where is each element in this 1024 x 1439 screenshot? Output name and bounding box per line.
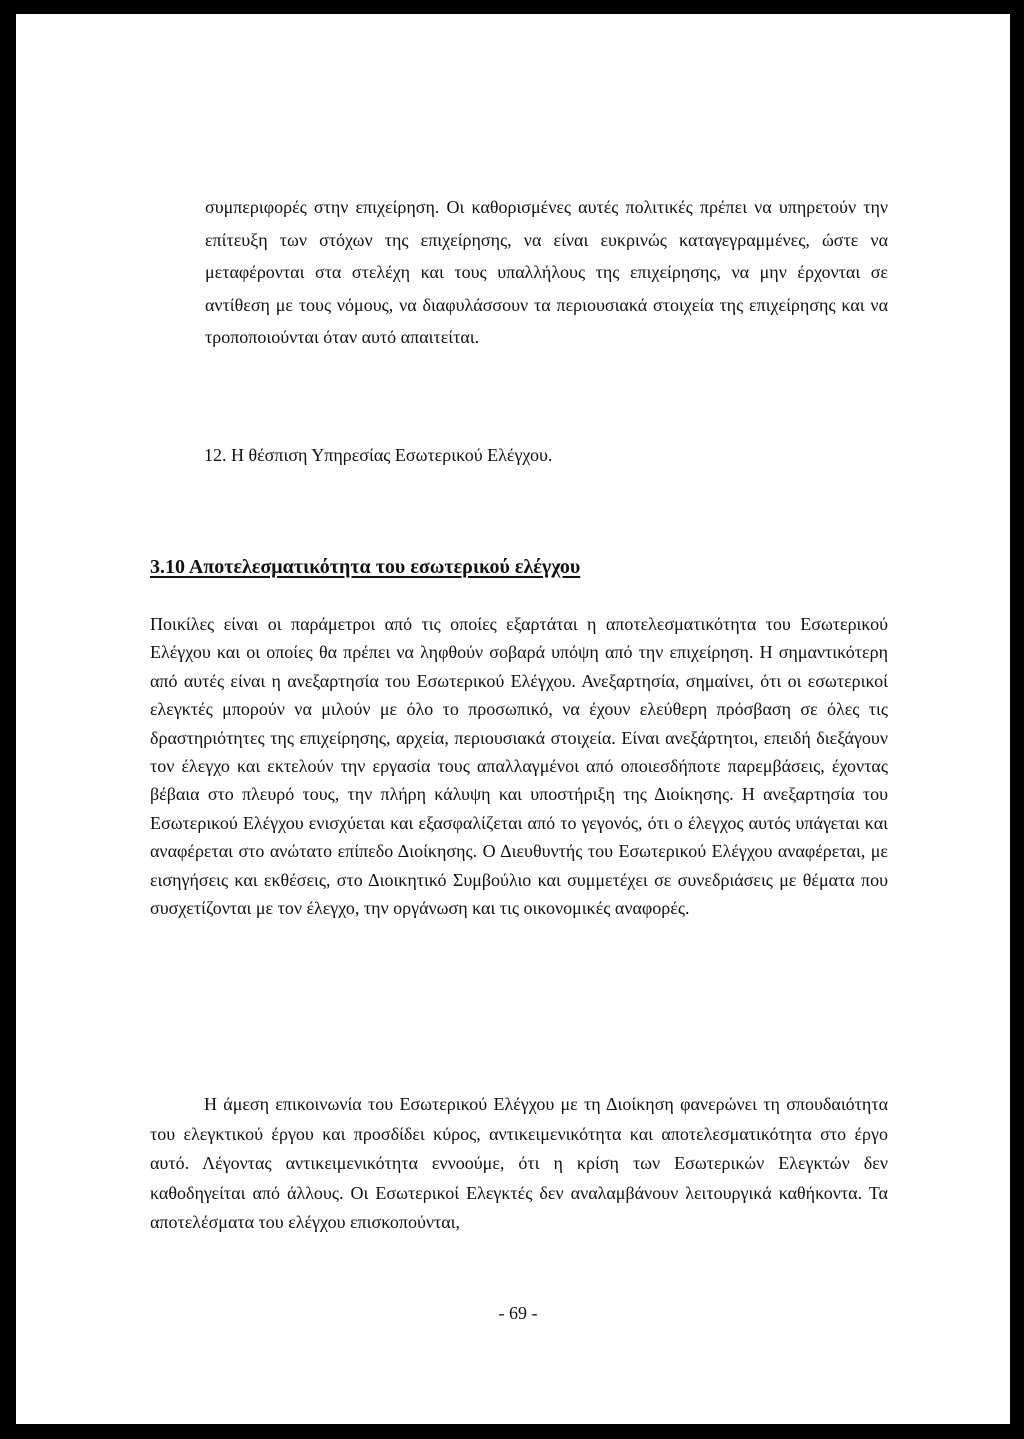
- list-item-12: 12. Η θέσπιση Υπηρεσίας Εσωτερικού Ελέγχου.: [204, 445, 553, 465]
- section-heading: 3.10 Αποτελεσματικότητα του εσωτερικού ελέγχου: [150, 556, 581, 578]
- document-page: [16, 14, 1010, 1424]
- section-paragraph-1: Ποικίλες είναι οι παράμετροι από τις οποίες εξαρτάται η αποτελεσματικότητα του Εσωτερικού Ελέγχου και οι οποίες θα πρέπει να ληφθούν σοβαρά υπόψη από την επιχείρηση. Η σημαντικότερη από αυτές είναι η ανεξαρτησία του Εσωτερικού Ελέγχου. Ανεξαρτησία, σημαίνει, ότι οι εσωτερικοί ελεγκτές μπορούν να μιλούν με όλο το προσωπικό, να έχουν ελεύθερη πρόσβαση σε όλες τις δραστηριότητες της επιχείρησης, αρχεία, περιουσιακά στοιχεία. Είναι ανεξάρτητοι, επειδή διεξάγουν τον έλεγχο και εκτελούν την εργασία τους απαλλαγμένοι από οποιεσδήποτε παρεμβάσεις, έχοντας βέβαια στο πλευρό τους, την πλήρη κάλυψη και υποστήριξη της Διοίκησης. Η ανεξαρτησία του Εσωτερικού Ελέγχου ενισχύεται και εξασφαλίζεται από το γεγονός, ότι ο έλεγχος αυτός υπάγεται και αναφέρεται στο ανώτατο επίπεδο Διοίκησης. Ο Διευθυντής του Εσωτερικού Ελέγχου αναφέρεται, με εισηγήσεις και εκθέσεις, στο Διοικητικό Συμβούλιο και συμμετέχει σε συνεδριάσεις με θέματα που συσχετίζονται με τον έλεγχο, την οργάνωση και τις οικονομικές αναφορές.: [150, 614, 888, 919]
- page-number: - 69 -: [498, 1303, 538, 1323]
- intro-paragraph: συμπεριφορές στην επιχείρηση. Οι καθορισμένες αυτές πολιτικές πρέπει να υπηρετούν την επίτευξη των στόχων της επιχείρησης, να είναι ευκρινώς καταγεγραμμένες, ώστε να μεταφέρονται στα στελέχη και τους υπαλλήλους της επιχείρησης, να μην έρχονται σε αντίθεση με τους νόμους, να διαφυλάσσουν τα περιουσιακά στοιχεία της επιχείρησης και να τροποποιούνται όταν αυτό απαιτείται.: [205, 197, 888, 347]
- section-paragraph-2: Η άμεση επικοινωνία του Εσωτερικού Ελέγχου με τη Διοίκηση φανερώνει τη σπουδαιότητα του ελεγκτικού έργου και προσδίδει κύρος, αντικειμενικότητα και αποτελεσματικότητα στο έργο αυτό. Λέγοντας αντικειμενικότητα εννοούμε, ότι η κρίση των Εσωτερικών Ελεγκτών δεν καθοδηγείται από άλλους. Οι Εσωτερικοί Ελεγκτές δεν αναλαμβάνουν λειτουργικά καθήκοντα. Τα αποτελέσματα του ελέγχου επισκοπούνται,: [150, 1094, 888, 1232]
